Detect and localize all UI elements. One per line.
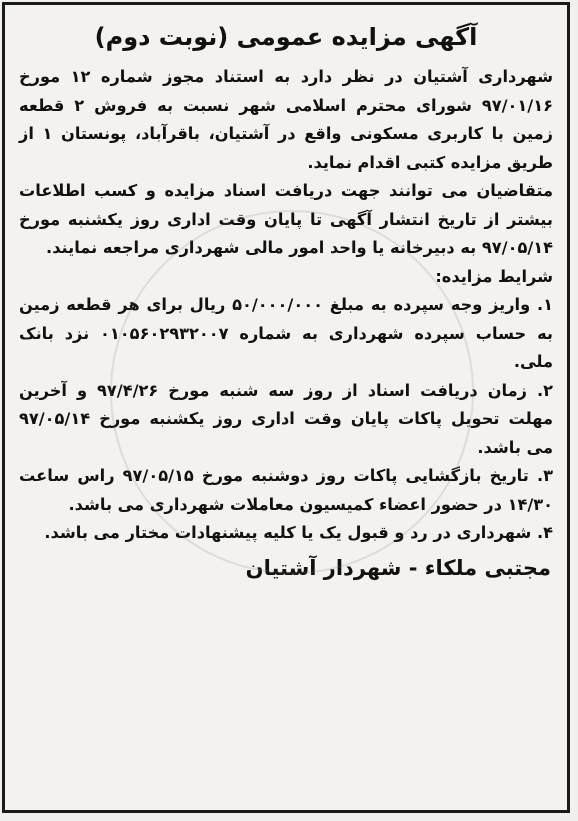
applicants-paragraph: متقاضیان می توانند جهت دریافت اسناد مزایده و کسب اطلاعات بیشتر از تاریخ انتشار آگهی تا پایان وقت اداری روز یکشنبه مورخ ۹۷/۰۵/۱۴ به دبیرخانه یا واحد امور مالی شهرداری مراجعه نمایند. xyxy=(19,181,553,257)
condition-item: ۲. زمان دریافت اسناد از روز سه شنبه مورخ ۹۷/۴/۲۶ و آخرین مهلت تحویل پاکات پایان وقت اداری روز یکشنبه مورخ ۹۷/۰۵/۱۴ می باشد. xyxy=(19,380,553,457)
condition-item: ۱. واریز وجه سپرده به مبلغ ۵۰/۰۰۰/۰۰۰ ریال برای هر قطعه زمین به حساب سپرده شهرداری به شماره ۰۱۰۵۶۰۲۹۳۲۰۰۷ نزد بانک ملی. xyxy=(19,295,553,371)
notice-title: آگهی مزایده عمومی (نوبت دوم) xyxy=(94,23,478,51)
notice-body xyxy=(5,51,567,548)
condition-item: ۴. شهرداری در رد و قبول یک یا کلیه پیشنهادات مختار می باشد. xyxy=(44,523,553,542)
signature: مجتبی ملکاء - شهردار آشتیان xyxy=(245,555,551,580)
conditions-heading: شرایط مزایده: xyxy=(435,266,553,286)
notice-card xyxy=(2,2,570,813)
intro-paragraph: شهرداری آشتیان در نظر دارد به استناد مجوز شماره ۱۲ مورخ ۹۷/۰۱/۱۶ شورای محترم اسلامی شهر نسبت به فروش ۲ قطعه زمین با کاربری مسکونی واقع در آشتیان، باقرآباد، پونستان ۱ از طریق مزایده کتبی اقدام نماید. xyxy=(19,67,553,172)
condition-item: ۳. تاریخ بازگشایی پاکات روز دوشنبه مورخ ۹۷/۰۵/۱۵ راس ساعت ۱۴/۳۰ در حضور اعضاء کمیسیون معاملات شهرداری می باشد. xyxy=(19,466,553,514)
